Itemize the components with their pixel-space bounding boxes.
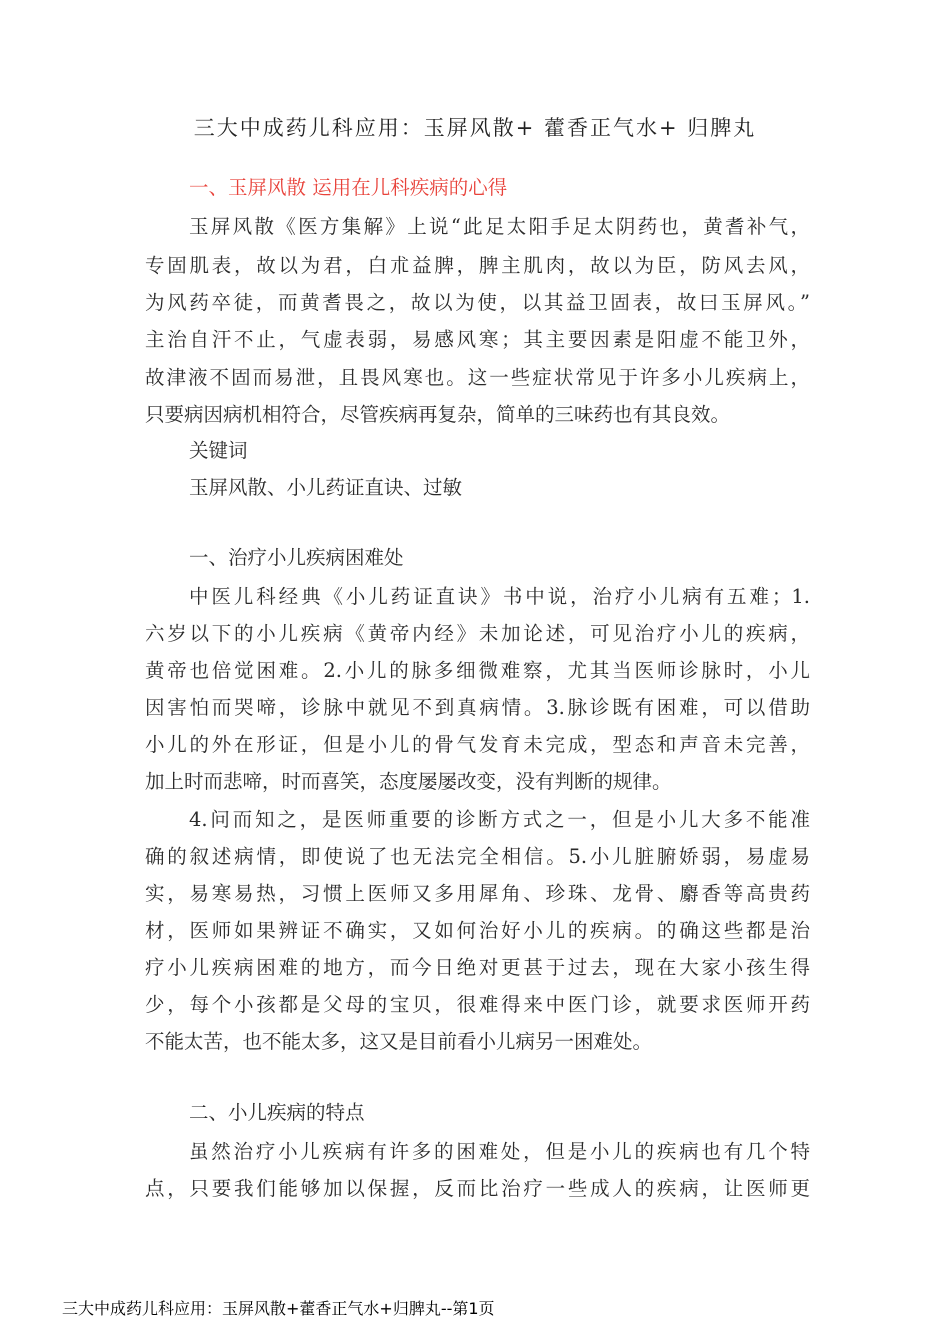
section1-line: 材，医师如果辨证不确实，又如何治好小儿的疾病。的确这些都是治 xyxy=(145,919,810,942)
intro-line: 玉屏风散《医方集解》上说“此足太阳手足太阴药也，黄耆补气， xyxy=(189,215,810,238)
section-heading: 一、玉屏风散 运用在儿科疾病的心得 xyxy=(189,176,508,199)
page-footer: 三大中成药儿科应用：玉屏风散+藿香正气水+归脾丸--第1页 xyxy=(62,1299,495,1318)
section1-line: 疗小儿疾病困难的地方，而今日绝对更甚于过去，现在大家小孩生得 xyxy=(145,956,810,979)
section2-title: 二、小儿疾病的特点 xyxy=(189,1101,365,1124)
document-title: 三大中成药儿科应用：玉屏风散+ 藿香正气水+ 归脾丸 xyxy=(193,116,757,140)
intro-line: 故津液不固而易泄，且畏风寒也。这一些症状常见于许多小儿疾病上， xyxy=(145,366,810,389)
section1-line: 少，每个小孩都是父母的宝贝，很难得来中医门诊，就要求医师开药 xyxy=(145,993,810,1016)
section1-line: 中医儿科经典《小儿药证直诀》书中说，治疗小儿病有五难；1. xyxy=(189,585,810,608)
section2-line: 点，只要我们能够加以保握，反而比治疗一些成人的疾病，让医师更 xyxy=(145,1177,810,1200)
intro-line: 主治自汗不止，气虚表弱，易感风寒；其主要因素是阳虚不能卫外， xyxy=(145,328,810,351)
section1-line: 确的叙述病情，即使说了也无法完全相信。5.小儿脏腑娇弱，易虚易 xyxy=(145,845,810,868)
intro-line: 专固肌表，故以为君，白朮益脾，脾主肌肉，故以为臣，防风去风， xyxy=(145,254,810,277)
intro-line: 为风药卒徒，而黄耆畏之，故以为使，以其益卫固表，故曰玉屏风。” xyxy=(145,291,810,314)
section2-line: 虽然治疗小儿疾病有许多的困难处，但是小儿的疾病也有几个特 xyxy=(189,1140,810,1163)
section1-line: 黄帝也倍觉困难。2.小儿的脉多细微难察，尤其当医师诊脉时，小儿 xyxy=(145,659,810,682)
intro-line: 只要病因病机相符合，尽管疾病再复杂，简单的三味药也有其良效。 xyxy=(145,403,731,426)
section1-line: 不能太苦，也不能太多，这又是目前看小儿病另一困难处。 xyxy=(145,1030,653,1053)
section1-line: 小儿的外在形证，但是小儿的骨气发育未完成，型态和声音未完善， xyxy=(145,733,810,756)
section1-title: 一、治疗小儿疾病困难处 xyxy=(189,546,404,569)
section1-line: 六岁以下的小儿疾病《黄帝内经》未加论述，可见治疗小儿的疾病， xyxy=(145,622,810,645)
section1-line: 因害怕而哭啼，诊脉中就见不到真病情。3.脉诊既有困难，可以借助 xyxy=(145,696,810,719)
keywords-text: 玉屏风散、小儿药证直诀、过敏 xyxy=(189,476,463,499)
section1-line: 4.问而知之，是医师重要的诊断方式之一，但是小儿大多不能准 xyxy=(189,808,810,831)
section1-line: 实，易寒易热，习惯上医师又多用犀角、珍珠、龙骨、麝香等高贵药 xyxy=(145,882,810,905)
section1-line: 加上时而悲啼，时而喜笑，态度屡屡改变，没有判断的规律。 xyxy=(145,770,672,793)
keywords-label: 关键词 xyxy=(189,439,248,462)
